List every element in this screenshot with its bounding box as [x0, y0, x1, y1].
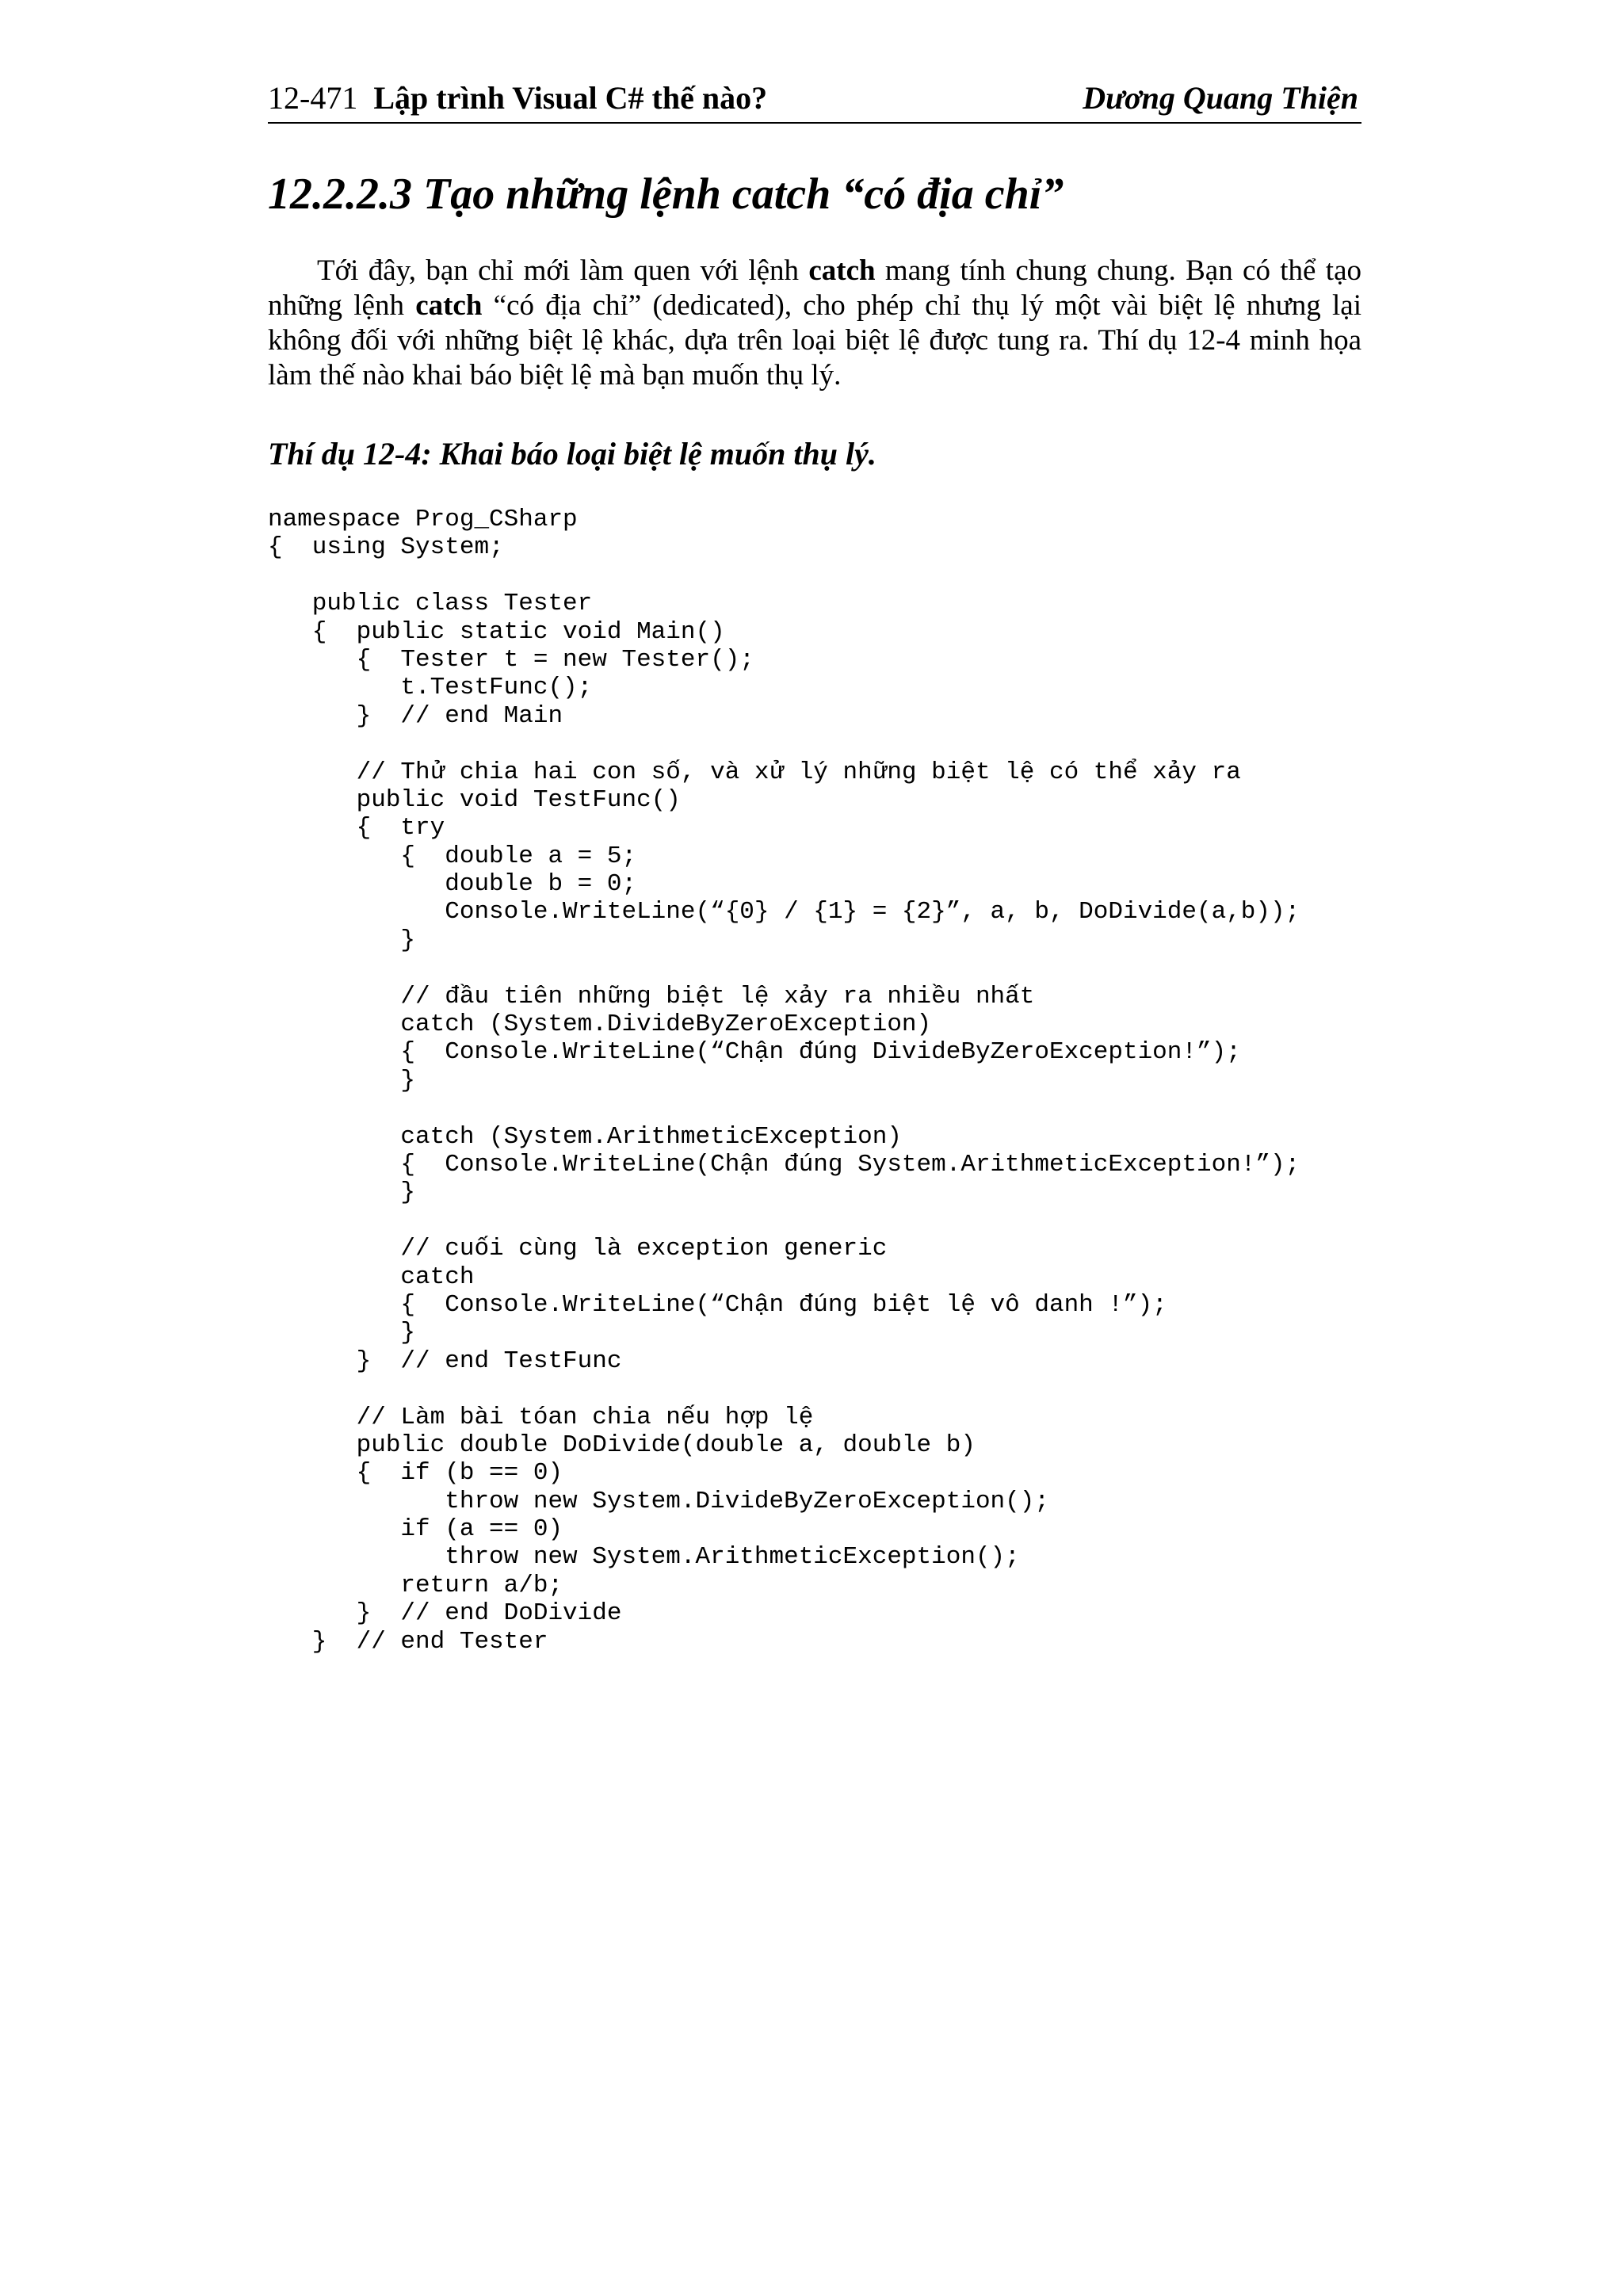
- code-line: public double DoDivide(double a, double b): [268, 1431, 976, 1459]
- code-line: }: [268, 1319, 416, 1347]
- code-line: } // end TestFunc: [268, 1347, 622, 1375]
- page-header: [268, 74, 1361, 124]
- code-line: { Tester t = new Tester();: [268, 645, 754, 674]
- body-paragraph: [268, 254, 1361, 393]
- code-line: } // end DoDivide: [268, 1599, 622, 1628]
- code-line: // Làm bài tóan chia nếu hợp lệ: [268, 1403, 814, 1431]
- code-line: // cuối cùng là exception generic: [268, 1235, 888, 1263]
- code-line: public void TestFunc(): [268, 785, 681, 814]
- paragraph-text: mang tính chung chung. Bạn có thể tạo những lệnh: [268, 254, 1361, 322]
- code-line: }: [268, 1179, 416, 1207]
- code-line: t.TestFunc();: [268, 674, 593, 702]
- code-line: double b = 0;: [268, 870, 637, 899]
- code-line: { double a = 5;: [268, 842, 637, 870]
- author-name: Dương Quang Thiện: [1083, 80, 1358, 116]
- code-line: if (a == 0): [268, 1515, 563, 1544]
- example-title: Thí dụ 12-4: Khai báo loại biệt lệ muốn thụ lý.: [268, 436, 876, 472]
- code-line: return a/b;: [268, 1571, 563, 1599]
- paragraph-text: Tới đây, bạn chỉ mới làm quen với lệnh: [317, 254, 809, 287]
- code-line: }: [268, 926, 416, 954]
- code-line: [268, 954, 1300, 982]
- section-title: 12.2.2.3 Tạo những lệnh catch “có địa chỉ”: [268, 170, 1064, 219]
- keyword-catch: catch: [415, 289, 483, 322]
- paragraph-text: “có địa chỉ” (dedicated), cho phép chỉ thụ lý một vài biệt lệ nhưng lại không đối với những biệt lệ khác, dựa trên loại biệt lệ được tung ra. Thí dụ 12-4 minh họa làm thế nào khai báo biệt lệ mà bạn muốn thụ lý.: [268, 289, 1361, 392]
- code-line: public class Tester: [268, 590, 593, 618]
- code-line: [268, 1207, 1300, 1235]
- code-line: { Console.WriteLine(“Chận đúng DivideByZeroException!”);: [268, 1038, 1241, 1067]
- code-line: catch: [268, 1263, 475, 1291]
- code-line: catch (System.ArithmeticException): [268, 1122, 902, 1151]
- code-line: { try: [268, 814, 445, 842]
- code-line: { if (b == 0): [268, 1459, 563, 1488]
- book-title: Lập trình Visual C# thế nào?: [373, 80, 768, 116]
- page-number: 12-471: [268, 80, 358, 116]
- code-line: { Console.WriteLine(“Chận đúng biệt lệ vô danh !”);: [268, 1290, 1167, 1319]
- code-line: catch (System.DivideByZeroException): [268, 1010, 932, 1039]
- code-listing: [268, 506, 1300, 1656]
- code-line: [268, 562, 1300, 590]
- code-line: // đầu tiên những biệt lệ xảy ra nhiều nhất: [268, 982, 1035, 1010]
- code-line: namespace Prog_CSharp: [268, 506, 578, 533]
- code-line: [268, 730, 1300, 758]
- code-line: { public static void Main(): [268, 617, 725, 646]
- keyword-catch: catch: [808, 254, 876, 287]
- code-line: throw new System.ArithmeticException();: [268, 1543, 1020, 1572]
- code-line: }: [268, 1066, 416, 1095]
- code-line: // Thử chia hai con số, và xử lý những biệt lệ có thể xảy ra: [268, 758, 1241, 786]
- code-line: [268, 1095, 1300, 1122]
- code-line: } // end Tester: [268, 1627, 548, 1656]
- code-line: } // end Main: [268, 701, 563, 730]
- code-line: { Console.WriteLine(Chận đúng System.ArithmeticException!”);: [268, 1150, 1300, 1179]
- code-line: throw new System.DivideByZeroException();: [268, 1487, 1049, 1515]
- code-line: { using System;: [268, 533, 504, 562]
- code-line: Console.WriteLine(“{0} / {1} = {2}”, a, b, DoDivide(a,b));: [268, 898, 1300, 926]
- code-line: [268, 1375, 1300, 1403]
